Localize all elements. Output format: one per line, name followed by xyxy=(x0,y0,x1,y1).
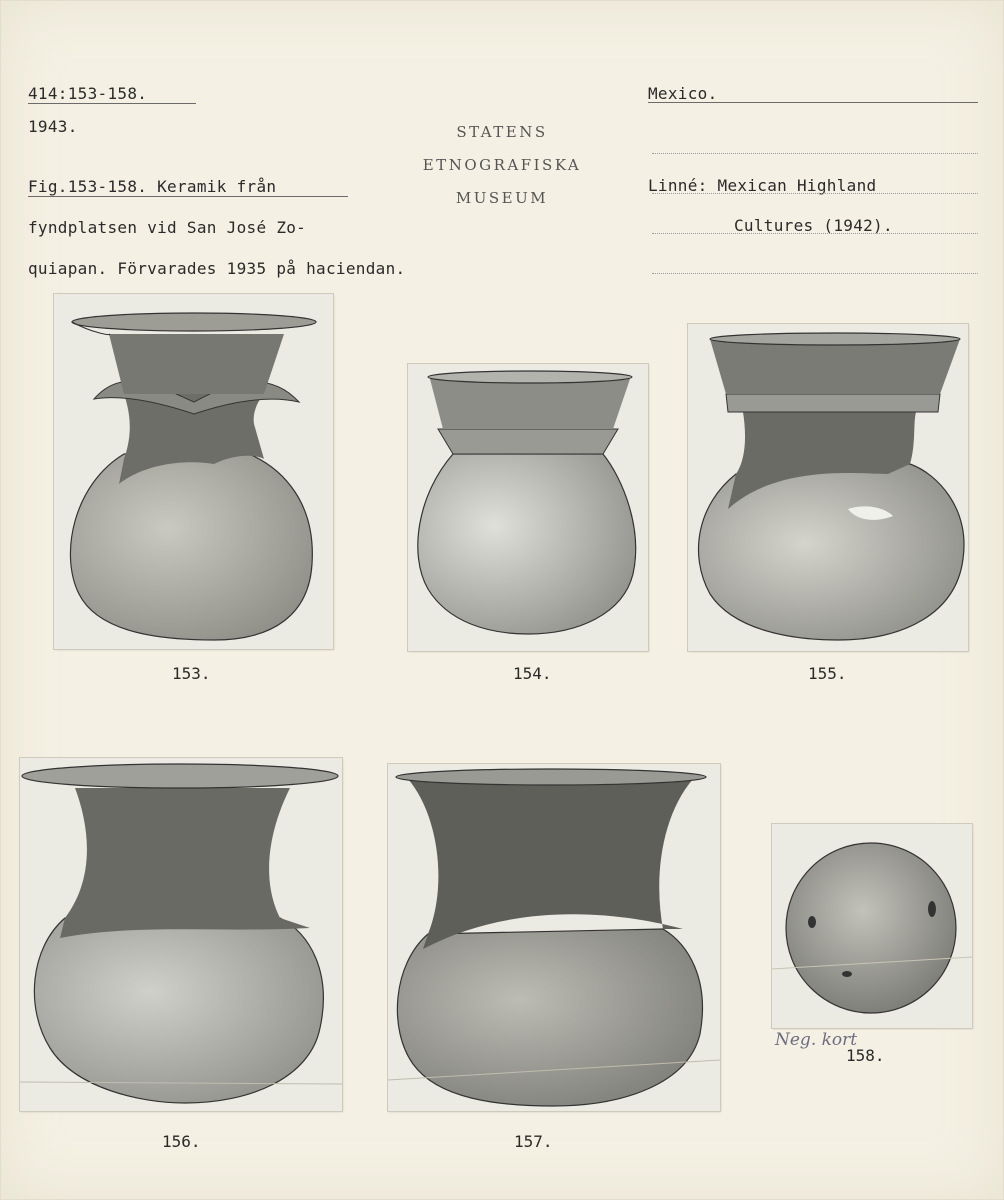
stamp-line-1: STATENS xyxy=(456,123,548,141)
figure-154-plate xyxy=(408,364,648,651)
dotted-line xyxy=(652,193,978,194)
figure-158-plate xyxy=(772,824,972,1028)
reference-line-1: Linné: Mexican Highland xyxy=(648,176,877,195)
figure-label-153: 153. xyxy=(172,664,211,683)
description-underline xyxy=(28,196,348,197)
small-vase-icon xyxy=(408,364,648,651)
figure-label-155: 155. xyxy=(808,664,847,683)
description-line-3: quiapan. Förvarades 1935 på haciendan. xyxy=(28,259,406,278)
description-line-2: fyndplatsen vid San José Zo- xyxy=(28,218,307,237)
figure-156-plate xyxy=(20,758,342,1111)
figure-label-156: 156. xyxy=(162,1132,201,1151)
reference-line-2: Cultures (1942). xyxy=(734,216,893,235)
catalog-number-underline xyxy=(28,103,196,104)
vase-with-flange-rim-icon xyxy=(54,294,333,649)
country-underline xyxy=(648,102,978,103)
handwritten-note: Neg. kort xyxy=(775,1030,858,1050)
stamp-line-2: ETNOGRAFISKA xyxy=(422,156,582,174)
country: Mexico. xyxy=(648,84,718,103)
flared-vase-icon xyxy=(20,758,342,1111)
figure-label-158: 158. xyxy=(846,1046,885,1065)
figure-label-154: 154. xyxy=(513,664,552,683)
figure-155-plate xyxy=(688,324,968,651)
vase-with-ridge-rim-icon xyxy=(688,324,968,651)
wide-flared-vase-icon xyxy=(388,764,720,1111)
dotted-line xyxy=(652,273,978,274)
catalog-number: 414:153-158. xyxy=(28,84,148,103)
description-line-1: Fig.153-158. Keramik från xyxy=(28,177,277,196)
year: 1943. xyxy=(28,117,78,136)
dotted-line xyxy=(652,153,978,154)
clay-ball-icon xyxy=(772,824,972,1028)
figure-153-plate xyxy=(54,294,333,649)
figure-157-plate xyxy=(388,764,720,1111)
stamp-line-3: MUSEUM xyxy=(455,189,549,207)
figure-label-157: 157. xyxy=(514,1132,553,1151)
dotted-line xyxy=(652,233,978,234)
